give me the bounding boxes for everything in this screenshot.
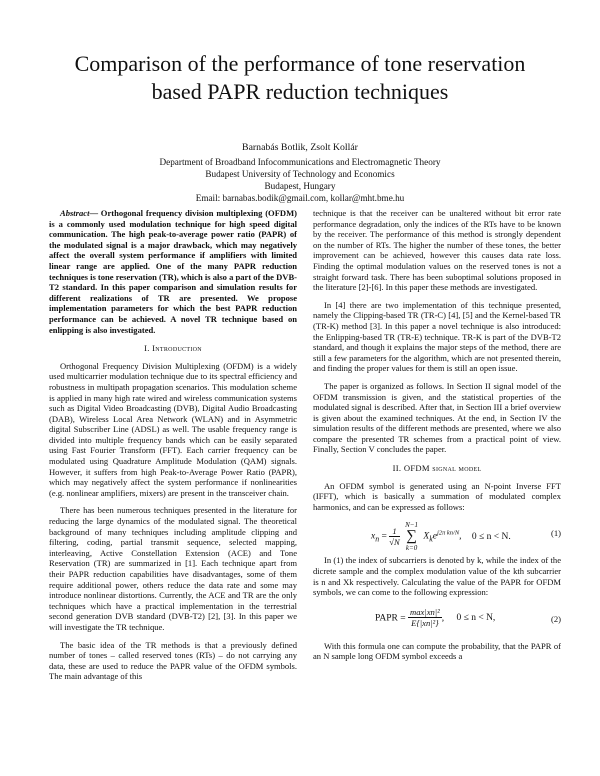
model-paragraph-3: With this formula one can compute the probability, that the PAPR of an N sample long OFDM symbol exceeds a bbox=[313, 640, 561, 662]
author-block bbox=[40, 142, 560, 204]
intro-paragraph-continued: technique is that the receiver can be unaltered without bit error rate performance degradation, only the indices of the RTs have to be known by the receiver. The performance of this method is strongly dependent on the number of RTs. The higher the number of these tones, the better improvement can be achieved, however this causes data rate loss. Finding the optimal modulation values on the reserved tones is not a straight forward task. There has been suboptimal solutions proposed in the literature [2]-[6]. In this paper these methods are investigated. bbox=[313, 208, 561, 293]
paper-title bbox=[40, 50, 560, 106]
equation-2-formula: PAPR = $\frac{\text{max|xn|²}}{\text{E\{|xn|²\}}}$ , 0 ≤ n < N, bbox=[375, 606, 496, 629]
author-email: Email: barnabas.bodik@gmail.com, kollar@mht.bme.hu bbox=[195, 193, 405, 203]
equation-1-number: (1) bbox=[550, 528, 561, 539]
intro-paragraph-1: Orthogonal Frequency Division Multiplexing (OFDM) is a widely used multicarrier modulation technique due to its spectral efficiency and robustness in multipath propagation scenarios. This modulation scheme is applied in many high rate wired and wireless communication systems such as Digital Video Broadcasting (DVB), Digital Audio Broadcasting (DAB), Wireless Local Area Network (WLAN) and in Asymmetric digital Subscriber Line (ADSL) as well. The usable frequency range is divided into multiple frequency bands which can be easily separated using Fast Fourier Transform (FFT). Each carrier frequency can be modulated using Quadrature Amplitude Modulation (QAM) signals. However, it suffers from high Peak-to-Average Power Ratio (PAPR), which may negatively affect the system performance if nonlinearities (e.g. nonlinear amplifiers, mixers) are present in the transceiver chain. bbox=[49, 360, 297, 498]
abstract-text: — Orthogonal frequency division multiplexing (OFDM) is a commonly used modulation technique for high speed digital communication. The high peak-to-average power ratio (PAPR) of the modulated signal is a major drawback, which may negatively affect the overall system performance if amplifiers with limited linear range are applied. One of the many PAPR reduction techniques is tone reservation (TR), which is also a part of the DVB-T2 standard. In this paper comparison and simulation results for different realizations of TR are presented. We propose implementation parameters for which the best PAPR reduction performance can be achieved. A novel TR technique based on enlipping is also investigated. bbox=[49, 208, 297, 335]
title-line-1: Comparison of the performance of tone reservation bbox=[74, 51, 526, 76]
equation-1-formula: $x_n$ = $\frac{1}{√N}$ N−1 ∑ k=0 $X_ke^{j2\pi kn/N}$, 0 ≤ n < N. bbox=[371, 521, 511, 553]
affiliation-city: Budapest, Hungary bbox=[264, 181, 336, 191]
model-paragraph-2: In (1) the index of subcarriers is denoted by k, while the index of the dicrete sample and the complex modulation value of the kth subcarrier is n and Xk respectively. Calculating the value of the PAPR for OFDM symbols, we can come to the following expression: bbox=[313, 555, 561, 598]
section-heading-signal-model: II. OFDM signal model bbox=[392, 463, 482, 474]
intro-paragraph-5: The paper is organized as follows. In Section II signal model of the OFDM transmission is given, and the statistical properties of the modulated signal is described. After that, in Section III a brief overview is given about the examined techniques. At the end, in Section IV the simulation results of the different methods are presented, where we also compare the presented TR schemes from a practical point of view. Finally, Section V concludes the paper. bbox=[313, 380, 561, 455]
intro-paragraph-4: In [4] there are two implementation of this technique presented, namely the Clipping-based TR (TR-C) [4], [5] and the Kernel-based TR (TR-K) method [3]. In this paper a novel technique is also introduced: the Enlipping-based TR (TR-E) technique. TR-K is part of the DVB-T2 standard, and though it explains the major steps of the method, there are still a few parameters for the algorithm, which are not presented therein, and finding the proper values for them is still an open issue. bbox=[313, 299, 561, 374]
abstract bbox=[49, 208, 297, 335]
affiliation-department: Department of Broadband Infocommunications and Electromagnetic Theory bbox=[159, 157, 441, 167]
equation-2 bbox=[313, 605, 561, 635]
left-column bbox=[49, 208, 297, 689]
affiliation-university: Budapest University of Technology and Economics bbox=[205, 169, 395, 179]
equation-1-coefficient: $\frac{1}{√N}$ bbox=[389, 525, 400, 548]
title-line-2: based PAPR reduction techniques bbox=[151, 79, 449, 104]
author-names: Barnabás Botlik, Zsolt Kollár bbox=[242, 142, 358, 153]
right-column bbox=[313, 208, 561, 669]
intro-paragraph-2: There has been numerous techniques presented in the literature for reducing the large dynamics of the modulated signal. The theoretical background of many techniques including amplitude clipping and filtering, coding, partial transmit sequence, selected mapping, interleaving, Active Constellation Extension (ACE) and Tone Reservation (TR) are summarized in [1]. Each technique apart from their PAPR reduction capabilities have disadvantages, some of them require additional power, others reduce the data rate and some may introduce nonlinear distortions. Currently, the ACE and TR are the only techniques which have a practical implementation in the terrestrial second generation DVB standard (DVB-T2) [2], [3]. In this paper we will investigate the TR technique. bbox=[49, 505, 297, 632]
equation-1 bbox=[313, 519, 561, 553]
equation-2-number: (2) bbox=[550, 613, 561, 624]
section-heading-introduction: I. Introduction bbox=[144, 343, 202, 354]
abstract-label: Abstract bbox=[60, 208, 90, 218]
summation-symbol: N−1 ∑ k=0 bbox=[405, 521, 419, 553]
equation-2-fraction: $\frac{\text{max|xn|²}}{\text{E\{|xn|²\}}}$ bbox=[410, 606, 440, 629]
model-paragraph-1: An OFDM symbol is generated using an N-point Inverse FFT (IFFT), which is basically a summation of modulated complex harmonics, and can be expressed as follows: bbox=[313, 480, 561, 512]
intro-paragraph-3: The basic idea of the TR methods is that a previously defined number of tones – called reserved tones (RTs) – do not carrying any data, these are used to reduce the PAPR value of the OFDM symbols. The main advantage of this bbox=[49, 639, 297, 682]
